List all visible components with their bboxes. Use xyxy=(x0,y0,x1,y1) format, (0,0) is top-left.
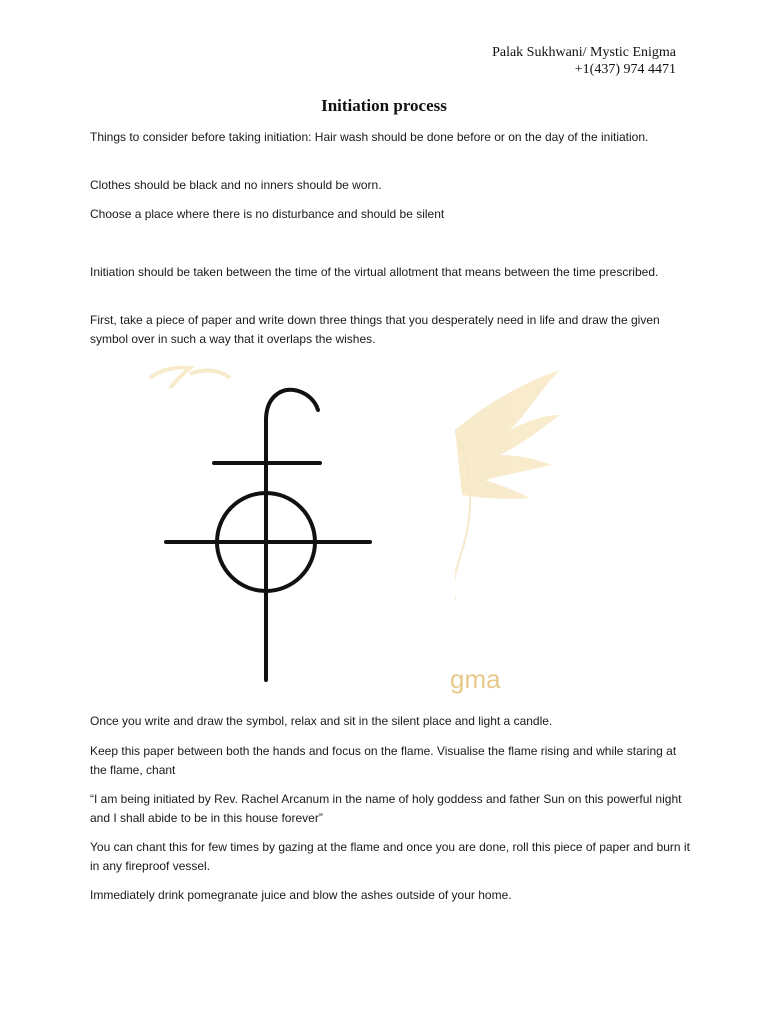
page-title: Initiation process xyxy=(321,96,447,115)
symbol-figure xyxy=(90,360,570,702)
watermark-text: gma xyxy=(450,664,501,694)
paragraph-final: Immediately drink pomegranate juice and blow the ashes outside of your home. xyxy=(90,888,512,902)
paragraph-timing: Initiation should be taken between the time of the virtual allotment that means between the time prescribed. xyxy=(90,265,659,279)
paragraph-focus-flame: Keep this paper between both the hands and focus on the flame. Visualise the flame rising and while staring at the flame, chant xyxy=(90,744,677,777)
symbol-panel xyxy=(90,388,455,702)
paragraph-clothes: Clothes should be black and no inners should be worn. xyxy=(90,178,382,192)
paragraph-burn: You can chant this for few times by gazing at the flame and once you are done, roll this piece of paper and burn it in any fireproof vessel. xyxy=(90,840,690,873)
phone-line: +1(437) 974 4471 xyxy=(574,62,676,77)
paragraph-considerations: Things to consider before taking initiation: Hair wash should be done before or on the day of the initiation. xyxy=(90,130,649,144)
paragraph-first-step: First, take a piece of paper and write down three things that you desperately need in life and draw the given symbol over in such a way that it overlaps the wishes. xyxy=(90,313,660,346)
paragraph-place: Choose a place where there is no disturbance and should be silent xyxy=(90,207,445,221)
symbol-image xyxy=(90,360,570,702)
paragraph-light-candle: Once you write and draw the symbol, relax and sit in the silent place and light a candle. xyxy=(90,714,553,728)
paragraph-chant: “I am being initiated by Rev. Rachel Arcanum in the name of holy goddess and father Sun on this powerful night and I shall abide to be in this house forever” xyxy=(90,792,682,825)
page-header xyxy=(492,44,676,78)
author-line: Palak Sukhwani/ Mystic Enigma xyxy=(492,45,676,60)
